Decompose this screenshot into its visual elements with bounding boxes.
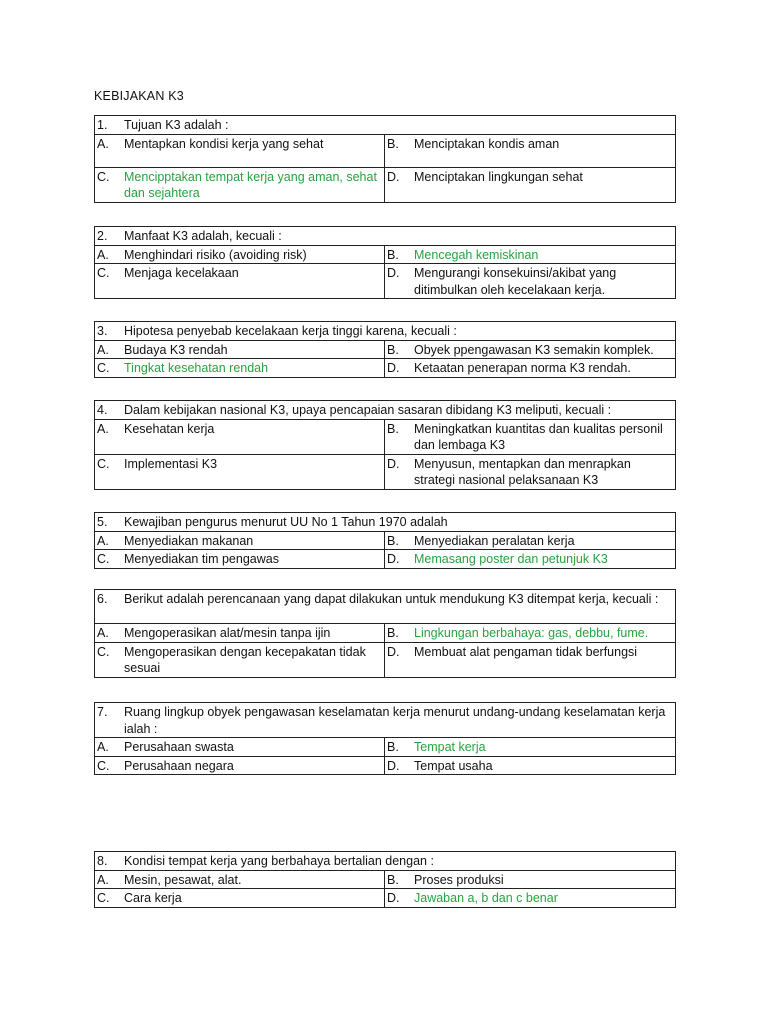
option-cell <box>385 642 676 677</box>
option-cell <box>385 624 676 643</box>
question-table <box>94 512 676 569</box>
option-text: Memasang poster dan petunjuk K3 <box>414 552 608 566</box>
question-cell <box>95 513 676 532</box>
option-label: B. <box>387 342 399 357</box>
option-text: Kesehatan kerja <box>124 421 215 436</box>
option-cell <box>95 738 385 757</box>
question-cell <box>95 116 676 135</box>
option-row <box>95 642 676 677</box>
question-table <box>94 851 676 908</box>
option-label: A. <box>97 342 109 357</box>
option-label: B. <box>387 740 399 754</box>
option-text: Mengoperasikan alat/mesin tanpa ijin <box>124 626 331 640</box>
option-row <box>95 756 676 775</box>
question-table <box>94 400 676 490</box>
option-label: D. <box>387 891 400 905</box>
option-row <box>95 245 676 264</box>
option-label: B. <box>387 421 399 436</box>
option-text: Implementasi K3 <box>124 456 218 471</box>
option-cell <box>385 870 676 889</box>
question-number: 5. <box>97 515 108 529</box>
option-cell <box>385 245 676 264</box>
question-text: Berikut adalah perencanaan yang dapat dilakukan untuk mendukung K3 ditempat kerja, kecuali : <box>124 592 659 606</box>
option-text: Perusahaan negara <box>124 758 234 773</box>
option-text: Menyediakan peralatan kerja <box>414 533 575 548</box>
option-label: C. <box>97 891 110 905</box>
question-number: 7. <box>97 705 108 719</box>
question-text: Hipotesa penyebab kecelakaan kerja tinggi karena, kecuali : <box>124 324 457 338</box>
option-text: Menyediakan tim pengawas <box>124 552 279 566</box>
option-text: Lingkungan berbahaya: gas, debbu, fume. <box>414 626 649 640</box>
option-label: A. <box>97 533 109 548</box>
option-label: B. <box>387 626 399 640</box>
option-text: Perusahaan swasta <box>124 740 234 754</box>
option-cell <box>95 340 385 359</box>
option-text: Obyek ppengawasan K3 semakin komplek. <box>414 342 654 357</box>
option-text: Menyediakan makanan <box>124 533 254 548</box>
question-text: Dalam kebijakan nasional K3, upaya pencapaian sasaran dibidang K3 meliputi, kecuali : <box>124 403 612 417</box>
option-label: A. <box>97 421 109 436</box>
option-cell <box>385 550 676 569</box>
option-text: Mengurangi konsekuinsi/akibat yang ditimbulkan oleh kecelakaan kerja. <box>414 266 617 297</box>
option-row <box>95 531 676 550</box>
option-row <box>95 419 676 454</box>
page-title: KEBIJAKAN K3 <box>94 89 184 103</box>
option-cell <box>95 245 385 264</box>
option-text: Menjaga kecelakaan <box>124 266 239 280</box>
option-label: B. <box>387 872 399 887</box>
option-text: Cara kerja <box>124 891 182 905</box>
option-cell <box>385 889 676 908</box>
option-label: A. <box>97 872 109 887</box>
question-table <box>94 702 676 775</box>
question-number: 2. <box>97 229 108 243</box>
option-cell <box>95 642 385 677</box>
question-number: 6. <box>97 592 108 606</box>
option-label: A. <box>97 136 109 151</box>
question-text: Manfaat K3 adalah, kecuali : <box>124 229 282 243</box>
option-text: Mencegah kemiskinan <box>414 247 539 262</box>
question-cell <box>95 322 676 341</box>
option-text: Mesin, pesawat, alat. <box>124 872 242 887</box>
question-number: 4. <box>97 403 108 417</box>
option-cell <box>385 419 676 454</box>
option-row <box>95 738 676 757</box>
question-text: Kondisi tempat kerja yang berbahaya bertalian dengan : <box>124 854 434 868</box>
option-label: C. <box>97 644 110 659</box>
option-row <box>95 340 676 359</box>
option-row <box>95 889 676 908</box>
option-cell <box>385 167 676 202</box>
option-text: Ketaatan penerapan norma K3 rendah. <box>414 361 631 375</box>
question-number: 8. <box>97 854 108 868</box>
option-label: D. <box>387 266 400 280</box>
option-text: Membuat alat pengaman tidak berfungsi <box>414 644 638 659</box>
option-cell <box>95 889 385 908</box>
option-label: C. <box>97 456 110 471</box>
question-text: Kewajiban pengurus menurut UU No 1 Tahun 1970 adalah <box>124 515 448 529</box>
option-text: Menyusun, mentapkan dan menrapkan strategi nasional pelaksanaan K3 <box>414 456 631 487</box>
option-label: C. <box>97 361 110 375</box>
option-cell <box>95 531 385 550</box>
question-cell <box>95 227 676 246</box>
option-text: Meningkatkan kuantitas dan kualitas personil dan lembaga K3 <box>414 421 663 452</box>
option-label: D. <box>387 361 400 375</box>
option-text: Proses produksi <box>414 872 504 887</box>
option-cell <box>385 340 676 359</box>
option-cell <box>385 454 676 489</box>
option-label: A. <box>97 740 109 754</box>
option-label: B. <box>387 136 399 151</box>
option-text: Mentapkan kondisi kerja yang sehat <box>124 136 324 151</box>
question-table <box>94 321 676 378</box>
option-cell <box>385 359 676 378</box>
option-cell <box>95 550 385 569</box>
option-text: Tingkat kesehatan rendah <box>124 361 269 375</box>
option-cell <box>95 134 385 167</box>
option-label: B. <box>387 247 399 262</box>
question-number: 1. <box>97 118 108 132</box>
option-text: Budaya K3 rendah <box>124 342 228 357</box>
option-label: C. <box>97 552 110 566</box>
option-row <box>95 550 676 569</box>
option-label: C. <box>97 758 110 773</box>
option-text: Mencipptakan tempat kerja yang aman, sehat dan sejahtera <box>124 169 377 200</box>
option-text: Menghindari risiko (avoiding risk) <box>124 247 307 262</box>
option-cell <box>95 167 385 202</box>
option-text: Tempat usaha <box>414 758 493 773</box>
option-row <box>95 624 676 643</box>
option-label: D. <box>387 169 400 184</box>
option-cell <box>385 264 676 299</box>
option-cell <box>385 756 676 775</box>
question-cell <box>95 401 676 420</box>
option-text: Tempat kerja <box>414 740 486 754</box>
option-row <box>95 359 676 378</box>
question-cell <box>95 590 676 624</box>
option-row <box>95 870 676 889</box>
question-table <box>94 226 676 299</box>
option-cell <box>95 264 385 299</box>
question-cell <box>95 852 676 871</box>
option-label: D. <box>387 456 400 471</box>
option-label: A. <box>97 626 109 640</box>
option-cell <box>95 624 385 643</box>
question-text: Tujuan K3 adalah : <box>124 118 229 132</box>
question-number: 3. <box>97 324 108 338</box>
option-text: Jawaban a, b dan c benar <box>414 891 558 905</box>
option-cell <box>385 738 676 757</box>
option-cell <box>95 454 385 489</box>
option-cell <box>95 870 385 889</box>
option-cell <box>385 531 676 550</box>
question-table <box>94 589 676 678</box>
option-label: C. <box>97 266 110 280</box>
option-row <box>95 134 676 167</box>
option-cell <box>95 359 385 378</box>
option-label: C. <box>97 169 110 184</box>
option-label: D. <box>387 758 400 773</box>
option-label: A. <box>97 247 109 262</box>
option-label: D. <box>387 644 400 659</box>
option-row <box>95 167 676 202</box>
option-label: B. <box>387 533 399 548</box>
question-cell <box>95 703 676 738</box>
option-label: D. <box>387 552 400 566</box>
question-table <box>94 115 676 203</box>
option-cell <box>95 419 385 454</box>
option-row <box>95 454 676 489</box>
option-text: Mengoperasikan dengan kecepakatan tidak sesuai <box>124 644 366 675</box>
option-row <box>95 264 676 299</box>
question-text: Ruang lingkup obyek pengawasan keselamatan kerja menurut undang-undang keselamatan kerja ialah : <box>124 705 666 736</box>
option-text: Menciptakan lingkungan sehat <box>414 169 583 184</box>
option-cell <box>385 134 676 167</box>
option-cell <box>95 756 385 775</box>
option-text: Menciptakan kondis aman <box>414 136 560 151</box>
